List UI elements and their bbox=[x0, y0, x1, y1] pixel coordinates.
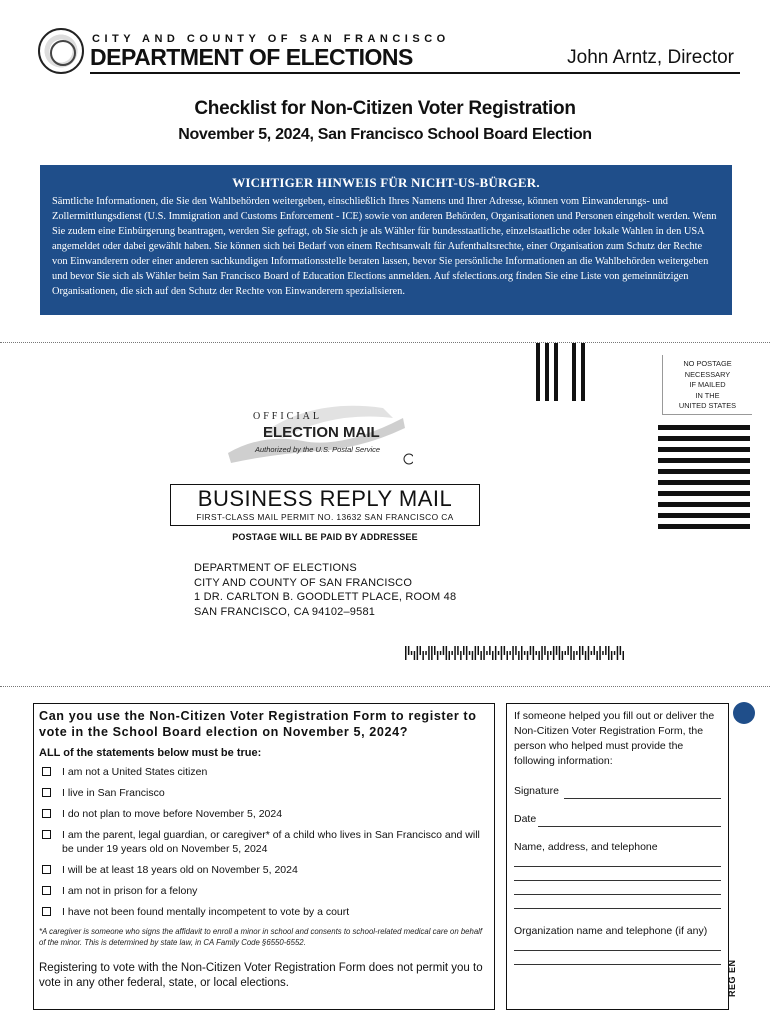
barcode-bar bbox=[509, 651, 511, 655]
brm-bar bbox=[658, 513, 750, 518]
checklist-item bbox=[39, 765, 489, 779]
barcode-bar bbox=[553, 646, 555, 660]
brm-bar bbox=[658, 480, 750, 485]
barcode-bar bbox=[588, 646, 590, 660]
brm-bar bbox=[658, 447, 750, 452]
brm-bar bbox=[658, 502, 750, 507]
barcode-bar bbox=[611, 651, 613, 660]
brm-bar bbox=[658, 524, 750, 529]
name-line[interactable] bbox=[514, 871, 721, 881]
barcode-bar bbox=[620, 646, 622, 655]
barcode-bar bbox=[434, 646, 436, 655]
barcode-bar bbox=[446, 646, 448, 660]
checklist-question: Can you use the Non-Citizen Voter Registration Form to register to vote in the School Board election on November 5, 2024? bbox=[39, 709, 477, 739]
barcode-bar bbox=[512, 646, 514, 660]
important-notice bbox=[40, 165, 732, 315]
barcode-bar bbox=[567, 646, 569, 655]
checklist-item-label: I am the parent, legal guardian, or caregiver* of a child who lives in San Francisco and will be under 19 years old on November 5, 2024 bbox=[62, 829, 480, 855]
registration-note: Registering to vote with the Non-Citizen Voter Registration Form does not permit you to vote in any other federal, state, or local elections. bbox=[39, 962, 483, 989]
checklist-item bbox=[39, 807, 489, 821]
postage-line: NECESSARY bbox=[684, 369, 731, 379]
barcode-bar bbox=[469, 651, 471, 655]
perforation-bottom bbox=[0, 686, 770, 687]
helper-info-box bbox=[506, 703, 729, 1010]
barcode-bar bbox=[527, 651, 529, 660]
brm-bar bbox=[658, 469, 750, 474]
checklist-item bbox=[39, 786, 489, 800]
barcode-bar bbox=[623, 651, 625, 660]
fim-bar bbox=[536, 343, 540, 401]
logo-election-mail: ELECTION MAIL bbox=[263, 424, 380, 441]
checkbox[interactable] bbox=[42, 788, 51, 797]
barcode-bar bbox=[454, 646, 456, 660]
barcode-bar bbox=[596, 651, 598, 660]
barcode-bar bbox=[414, 651, 416, 660]
city-county-line: CITY AND COUNTY OF SAN FRANCISCO bbox=[92, 33, 450, 45]
barcode-bar bbox=[440, 651, 442, 655]
barcode-bar bbox=[524, 651, 526, 655]
barcode-bar bbox=[576, 651, 578, 655]
barcode-bar bbox=[582, 646, 584, 655]
barcode-bar bbox=[480, 651, 482, 660]
barcode-bar bbox=[437, 651, 439, 660]
checkbox[interactable] bbox=[42, 809, 51, 818]
checklist-items bbox=[39, 765, 489, 919]
barcode-bar bbox=[591, 651, 593, 655]
department-name: DEPARTMENT OF ELECTIONS bbox=[90, 44, 413, 70]
barcode-bar bbox=[431, 646, 433, 660]
barcode-bar bbox=[541, 646, 543, 660]
checklist-item bbox=[39, 905, 489, 919]
barcode-bar bbox=[533, 646, 535, 660]
brm-title: BUSINESS REPLY MAIL bbox=[197, 486, 453, 511]
checklist-item-label: I live in San Francisco bbox=[62, 787, 165, 799]
checklist-item bbox=[39, 828, 489, 856]
name-line[interactable] bbox=[514, 857, 721, 867]
header-rule bbox=[90, 72, 740, 74]
intelligent-mail-barcode bbox=[405, 646, 630, 660]
barcode-bar bbox=[405, 646, 407, 660]
address-line: DEPARTMENT OF ELECTIONS bbox=[194, 562, 357, 574]
checklist-item bbox=[39, 863, 489, 877]
checkbox[interactable] bbox=[42, 865, 51, 874]
barcode-bar bbox=[504, 646, 506, 655]
checklist-item-label: I will be at least 18 years old on November 5, 2024 bbox=[62, 864, 298, 876]
logo-official: OFFICIAL bbox=[253, 411, 323, 422]
barcode-bar bbox=[602, 651, 604, 655]
checkbox[interactable] bbox=[42, 767, 51, 776]
barcode-bar bbox=[498, 651, 500, 655]
barcode-bar bbox=[507, 651, 509, 660]
signature-line[interactable] bbox=[564, 789, 721, 799]
checkbox[interactable] bbox=[42, 830, 51, 839]
logo-authorized: Authorized by the U.S. Postal Service bbox=[255, 445, 381, 454]
barcode-bar bbox=[515, 646, 517, 655]
checklist-item bbox=[39, 884, 489, 898]
director-name: John Arntz, Director bbox=[567, 47, 734, 68]
barcode-bar bbox=[428, 646, 430, 660]
barcode-bar bbox=[443, 646, 445, 655]
postage-line: IN THE bbox=[695, 390, 720, 400]
barcode-bar bbox=[594, 646, 596, 655]
barcode-bar bbox=[417, 646, 419, 660]
postage-line: IF MAILED bbox=[689, 380, 726, 389]
barcode-bar bbox=[478, 646, 480, 655]
barcode-bar bbox=[573, 651, 575, 660]
name-address-field[interactable] bbox=[514, 841, 721, 909]
barcode-bar bbox=[599, 646, 601, 660]
organization-label: Organization name and telephone (if any) bbox=[514, 925, 708, 937]
checklist-item-label: I am not in prison for a felony bbox=[62, 885, 198, 897]
address-line: CITY AND COUNTY OF SAN FRANCISCO bbox=[194, 576, 413, 589]
notice-heading: WICHTIGER HINWEIS FÜR NICHT-US-BÜRGER. bbox=[232, 175, 540, 190]
barcode-bar bbox=[475, 646, 477, 660]
barcode-bar bbox=[489, 646, 491, 655]
brm-bar bbox=[658, 425, 750, 430]
page-title: Checklist for Non-Citizen Voter Registration bbox=[194, 98, 576, 119]
city-seal-icon bbox=[38, 28, 84, 74]
barcode-bar bbox=[408, 646, 410, 655]
mailing-address bbox=[194, 561, 456, 619]
barcode-bar bbox=[411, 651, 413, 655]
barcode-bar bbox=[605, 646, 607, 655]
barcode-bar bbox=[617, 646, 619, 660]
barcode-bar bbox=[492, 651, 494, 660]
barcode-bar bbox=[547, 651, 549, 660]
date-field[interactable] bbox=[514, 813, 721, 827]
barcode-bar bbox=[562, 651, 564, 660]
barcode-bar bbox=[457, 646, 459, 655]
checkbox[interactable] bbox=[42, 907, 51, 916]
signature-label: Signature bbox=[514, 785, 559, 797]
tab-marker-icon bbox=[733, 702, 755, 724]
name-line[interactable] bbox=[514, 885, 721, 895]
barcode-bar bbox=[425, 651, 427, 655]
barcode-bar bbox=[538, 651, 540, 660]
postage-line: UNITED STATES bbox=[678, 401, 737, 410]
name-line[interactable] bbox=[514, 899, 721, 909]
name-address-label: Name, address, and telephone bbox=[514, 841, 658, 853]
fim-bar bbox=[581, 343, 585, 401]
postage-line: NO POSTAGE bbox=[683, 359, 732, 368]
caregiver-footnote: *A caregiver is someone who signs the affidavit to enroll a minor in school and consents to school-related medical care on behalf of the minor. This is determined by state law, in CA Family Code §6550-6552. bbox=[39, 927, 483, 947]
barcode-bar bbox=[449, 651, 451, 660]
barcode-bar bbox=[530, 646, 532, 655]
barcode-bar bbox=[472, 651, 474, 660]
postage-paid-by: POSTAGE WILL BE PAID BY ADDRESSEE bbox=[232, 532, 418, 542]
checklist-item-label: I am not a United States citizen bbox=[62, 766, 208, 778]
barcode-bar bbox=[570, 646, 572, 660]
barcode-bar bbox=[463, 646, 465, 655]
eligibility-checklist bbox=[33, 703, 495, 1010]
checklist-item-label: I have not been found mentally incompetent to vote by a court bbox=[62, 906, 350, 918]
signature-field[interactable] bbox=[514, 785, 721, 799]
brm-permit: FIRST-CLASS MAIL PERMIT NO. 13632 SAN FRANCISCO CA bbox=[196, 512, 454, 522]
helper-intro: If someone helped you fill out or deliver the Non-Citizen Voter Registration Form, the person who helped must provide the following information: bbox=[514, 710, 715, 767]
barcode-bar bbox=[420, 646, 422, 655]
barcode-bar bbox=[550, 651, 552, 655]
barcode-bar bbox=[536, 651, 538, 655]
barcode-bar bbox=[614, 651, 616, 655]
side-tab-label: REG EN bbox=[727, 959, 737, 997]
barcode-bar bbox=[556, 646, 558, 655]
business-reply-box bbox=[170, 484, 480, 526]
org-line[interactable] bbox=[514, 955, 721, 965]
brm-bar bbox=[658, 436, 750, 441]
checklist-instruction: ALL of the statements below must be true: bbox=[39, 747, 262, 759]
barcode-bar bbox=[585, 651, 587, 660]
address-line: SAN FRANCISCO, CA 94102–9581 bbox=[194, 605, 376, 618]
date-line[interactable] bbox=[538, 817, 721, 827]
official-election-mail-logo bbox=[223, 393, 413, 468]
barcode-bar bbox=[483, 646, 485, 660]
postage-indicia bbox=[662, 355, 752, 415]
barcode-bar bbox=[460, 651, 462, 660]
checklist-item-label: I do not plan to move before November 5, 2024 bbox=[62, 808, 283, 820]
barcode-bar bbox=[518, 651, 520, 660]
barcode-bar bbox=[466, 646, 468, 660]
checkbox[interactable] bbox=[42, 886, 51, 895]
perforation-top bbox=[0, 342, 770, 343]
barcode-bar bbox=[608, 646, 610, 660]
barcode-bar bbox=[486, 651, 488, 655]
barcode-bar bbox=[501, 646, 503, 660]
barcode-bar bbox=[521, 646, 523, 660]
brm-bar bbox=[658, 491, 750, 496]
barcode-bar bbox=[559, 646, 561, 660]
org-line[interactable] bbox=[514, 941, 721, 951]
barcode-bar bbox=[422, 651, 424, 660]
barcode-bar bbox=[495, 646, 497, 660]
barcode-bar bbox=[544, 646, 546, 655]
brm-bar bbox=[658, 458, 750, 463]
organization-field[interactable] bbox=[514, 925, 721, 965]
notice-body: Sämtliche Informationen, die Sie den Wahlbehörden weitergeben, einschließlich Ihres Namens und Ihrer Adresse, können vom Einwanderungs- und Zollermittlungsdienst (U.S. Immigration and Customs Enforcement - ICE) sowie von anderen Behörden, Organisationen und Personen eingeholt werden. Wenn Sie zudem eine Einbürgerung beantragen, werden Sie gefragt, ob Sie sich je als Wähler für bundesstaatliche, einzelstaatliche oder lokale Wahlen in den USA angemeldet oder dabei gewählt haben. Sie können sich bei Bedarf von einem Rechtsanwalt für Aufenthaltsrechte, einer Organisation zum Schutz der Rechte von Einwanderern oder einer anderen sachkundigen Informationsstelle beraten lassen, bevor Sie persönliche Informationen an die Wahlbehörden weitergeben und bevor Sie sich als Wähler beim San Francisco Board of Education Elections anmelden. Auf sfelections.org finden Sie eine Liste von gemeinnützigen Organisationen, die sich auf den Schutz der Rechte von Einwanderern spezialisieren. bbox=[52, 196, 717, 297]
fim-bar bbox=[554, 343, 558, 401]
page-subtitle: November 5, 2024, San Francisco School Board Election bbox=[178, 126, 592, 143]
registered-mark-icon bbox=[404, 454, 413, 464]
address-line: 1 DR. CARLTON B. GOODLETT PLACE, ROOM 48 bbox=[194, 591, 457, 603]
fim-bar bbox=[545, 343, 549, 401]
date-label: Date bbox=[514, 813, 537, 825]
barcode-bar bbox=[451, 651, 453, 655]
fim-bar bbox=[572, 343, 576, 401]
barcode-bar bbox=[579, 646, 581, 660]
barcode-bar bbox=[565, 651, 567, 655]
